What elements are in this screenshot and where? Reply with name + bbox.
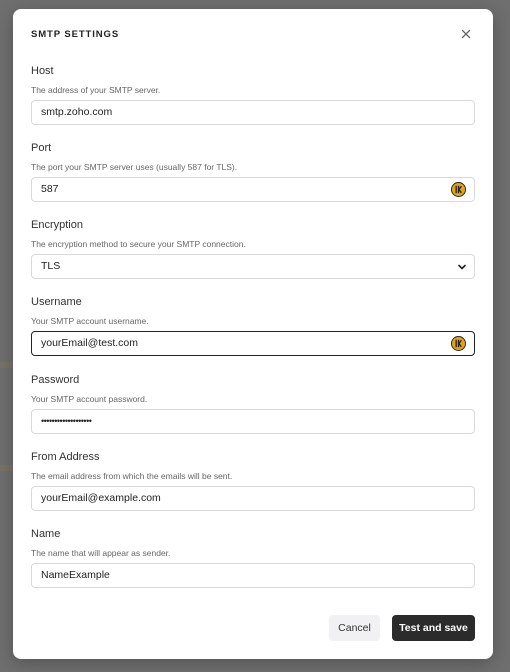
sender-name-label: Name [31, 528, 61, 540]
encryption-value: TLS [41, 260, 61, 272]
from-address-input[interactable] [31, 486, 475, 511]
keeper-icon[interactable] [451, 336, 466, 351]
username-help: Your SMTP account username. [31, 316, 149, 326]
from-address-field [31, 450, 475, 511]
username-value: yourEmail@test.com [41, 337, 139, 349]
username-field [31, 295, 475, 356]
modal-title: SMTP SETTINGS [31, 29, 120, 40]
from-address-help: The email address from which the emails will be sent. [31, 471, 233, 481]
sender-name-help: The name that will appear as sender. [31, 548, 171, 558]
close-icon-glyph [459, 27, 473, 41]
sender-name-field [31, 527, 475, 588]
from-address-value: yourEmail@example.com [41, 492, 161, 504]
password-field [31, 373, 475, 434]
port-label: Port [31, 142, 52, 154]
sender-name-input[interactable] [31, 563, 475, 588]
password-help: Your SMTP account password. [31, 394, 148, 404]
backdrop-highlight [0, 362, 14, 368]
host-help: The address of your SMTP server. [31, 85, 161, 95]
password-value: ••••••••••••••••••• [41, 416, 92, 426]
backdrop-highlight [0, 465, 14, 471]
port-field [31, 141, 475, 202]
username-label: Username [31, 296, 82, 308]
sender-name-value: NameExample [41, 569, 110, 581]
chevron-down-icon [457, 262, 467, 272]
smtp-settings-modal [13, 9, 493, 659]
close-icon[interactable] [459, 27, 473, 41]
host-label: Host [31, 65, 54, 77]
port-value: 587 [41, 183, 59, 195]
keeper-icon[interactable] [451, 182, 466, 197]
port-input[interactable] [31, 177, 475, 202]
host-field [31, 64, 475, 125]
port-help: The port your SMTP server uses (usually 587 for TLS). [31, 162, 238, 172]
host-input[interactable] [31, 100, 475, 125]
password-input[interactable] [31, 409, 475, 434]
modal-header [31, 29, 475, 43]
encryption-label: Encryption [31, 219, 83, 231]
password-label: Password [31, 374, 80, 386]
test-and-save-button[interactable]: Test and save [392, 615, 475, 641]
cancel-button[interactable]: Cancel [329, 615, 380, 641]
from-address-label: From Address [31, 451, 100, 463]
encryption-field [31, 218, 475, 279]
host-value: smtp.zoho.com [41, 106, 113, 118]
encryption-select[interactable] [31, 254, 475, 279]
encryption-help: The encryption method to secure your SMTP connection. [31, 239, 246, 249]
username-input[interactable] [31, 331, 475, 356]
